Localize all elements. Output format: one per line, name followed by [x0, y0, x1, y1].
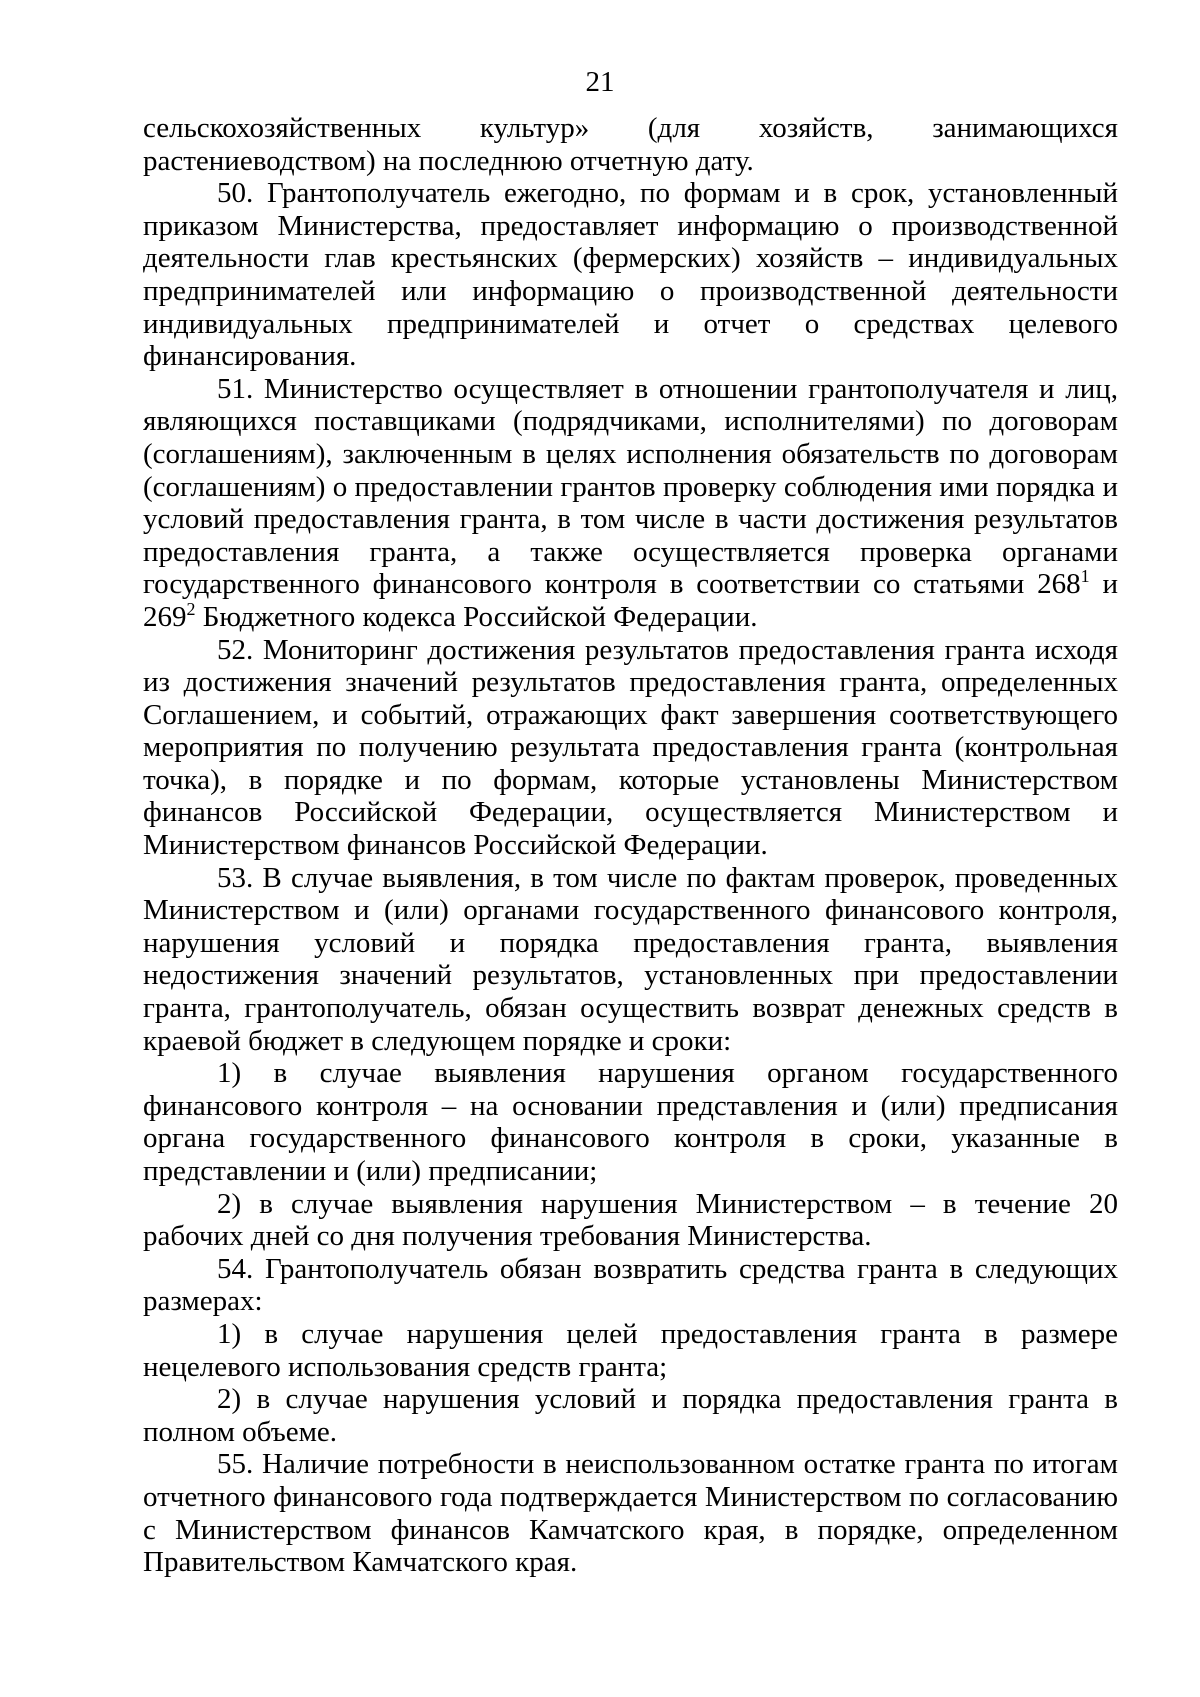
document-body [143, 112, 1118, 1579]
paragraph-51-text-b: и 269 [143, 568, 1118, 633]
paragraph-53-item-1: 1) в случае выявления нарушения органом государственного финансового контроля – на основании представления и (или) предписания органа государственного финансового контроля в сроки, указанные в представлении и (или) предписании; [143, 1057, 1118, 1187]
paragraph-51-superscript-2: 2 [186, 599, 196, 620]
paragraph-52: 52. Мониторинг достижения результатов предоставления гранта исходя из достижения значений результатов предоставления гранта, определенных Соглашением, и событий, отражающих факт завершения соответствующего мероприятия по получению результата предоставления гранта (контрольная точка), в порядке и по формам, которые установлены Министерством финансов Российской Федерации, осуществляется Министерством и Министерством финансов Российской Федерации. [143, 633, 1118, 862]
paragraph-53-item-2: 2) в случае выявления нарушения Министерством – в течение 20 рабочих дней со дня получения требования Министерства. [143, 1187, 1118, 1253]
paragraph-54-item-2: 2) в случае нарушения условий и порядка предоставления гранта в полном объеме. [143, 1383, 1118, 1448]
paragraph-continuation-line1: сельскохозяйственных культур» (для хозяйств, занимающихся [143, 112, 1118, 144]
paragraph-51 [143, 373, 1118, 634]
paragraph-53: 53. В случае выявления, в том числе по фактам проверок, проведенных Министерством и (или) органами государственного финансового контроля, нарушения условий и порядка предоставления гранта, выявления недостижения значений результатов, установленных при предоставлении гранта, грантополучатель, обязан осуществить возврат денежных средств в краевой бюджет в следующем порядке и сроки: [143, 861, 1118, 1057]
paragraph-50: 50. Грантополучатель ежегодно, по формам и в срок, установленный приказом Министерства, предоставляет информацию о производственной деятельности глав крестьянских (фермерских) хозяйств – индивидуальных предпринимателей или информацию о производственной деятельности индивидуальных предпринимателей и отчет о средствах целевого финансирования. [143, 177, 1118, 373]
paragraph-continuation-rest: растениеводством) на последнюю отчетную дату. [143, 144, 754, 177]
page-number: 21 [585, 66, 615, 98]
paragraph-continuation [143, 112, 1118, 177]
paragraph-54-item-1: 1) в случае нарушения целей предоставления гранта в размере нецелевого использования средств гранта; [143, 1317, 1118, 1383]
paragraph-54: 54. Грантополучатель обязан возвратить средства гранта в следующих размерах: [143, 1252, 1118, 1318]
paragraph-51-text-a: 51. Министерство осуществляет в отношении грантополучателя и лиц, являющихся поставщиками (подрядчиками, исполнителями) по договорам (соглашениям), заключенным в целях исполнения обязательств по договорам (соглашениям) о предоставлении грантов проверку соблюдения ими порядка и условий предоставления гранта, в том числе в части достижения результатов предоставления гранта, а также осуществляется проверка органами государственного финансового контроля в соответствии со статьями 268 [143, 372, 1118, 601]
paragraph-51-superscript-1: 1 [1080, 566, 1090, 587]
paragraph-51-text-c: Бюджетного кодекса Российской Федерации. [195, 600, 758, 633]
paragraph-55: 55. Наличие потребности в неиспользованном остатке гранта по итогам отчетного финансового года подтверждается Министерством по согласованию с Министерством финансов Камчатского края, в порядке, определенном Правительством Камчатского края. [143, 1448, 1118, 1579]
